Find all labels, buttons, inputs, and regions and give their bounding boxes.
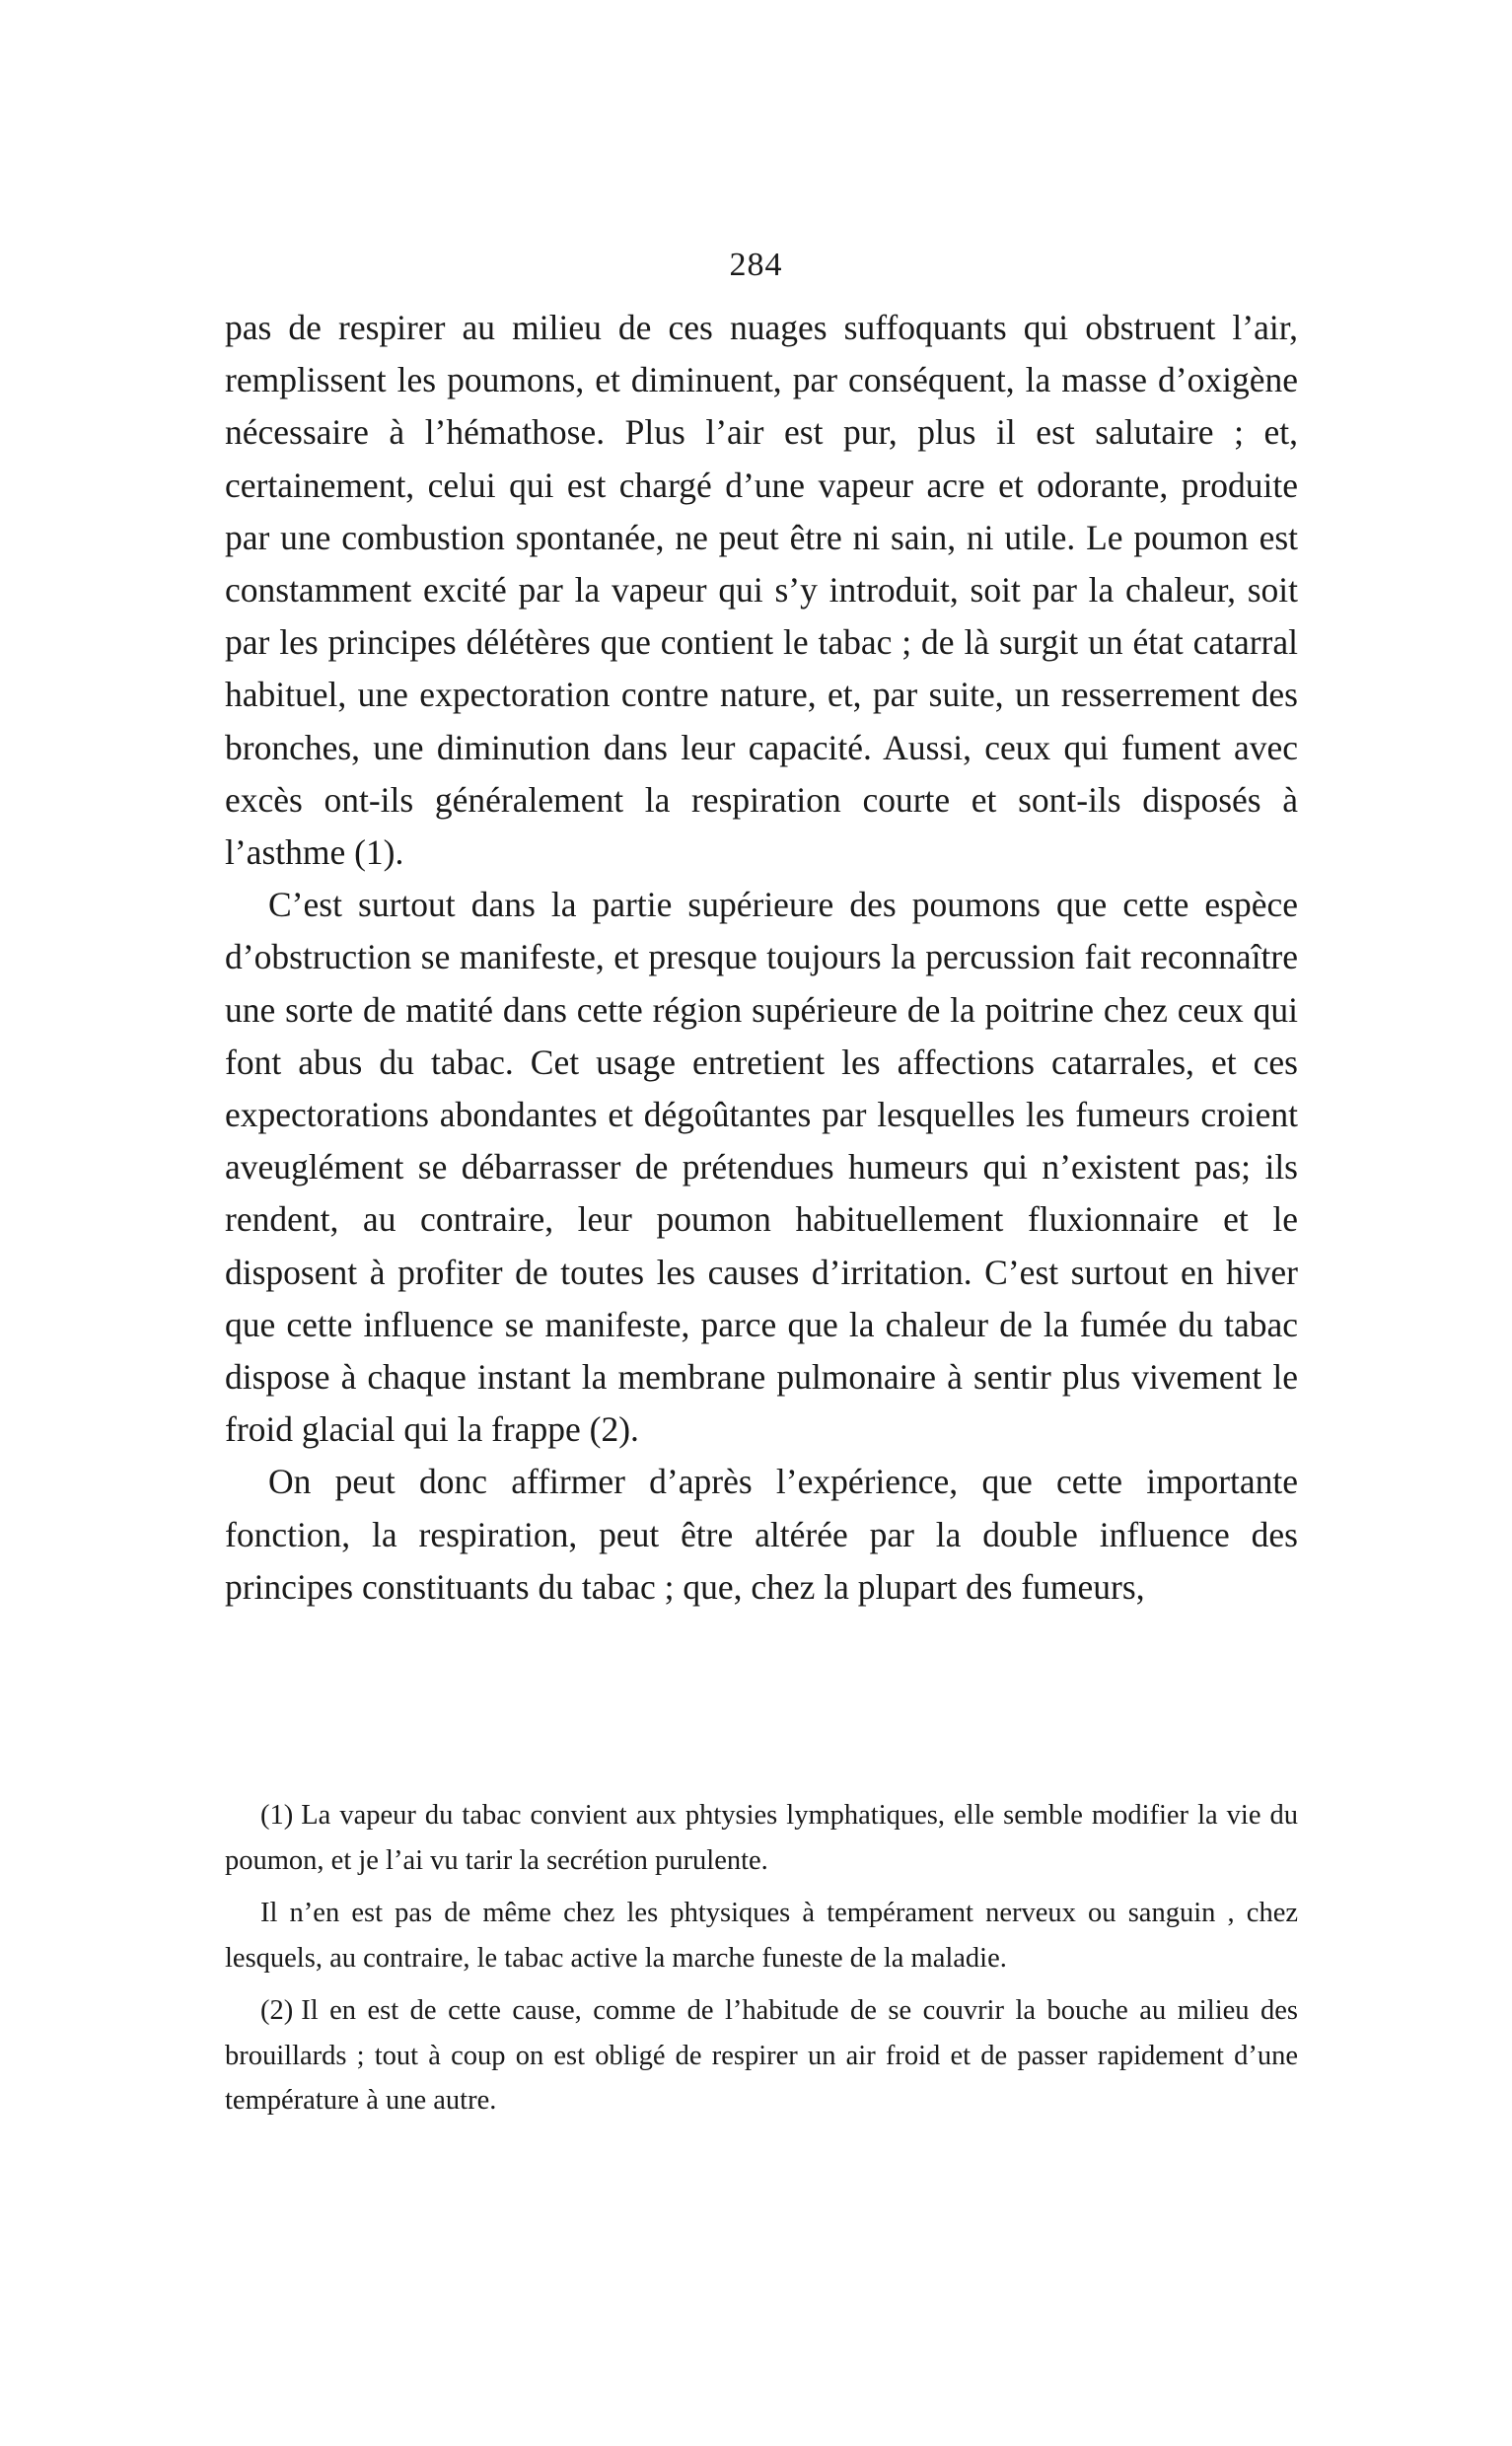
footnote-2 — [225, 1988, 1298, 2123]
footnote-1-continuation — [225, 1891, 1298, 1980]
footnotes — [225, 1793, 1298, 2131]
footnote-2-text: Il en est de cette cause, comme de l’habitude de se couvrir la bouche au milieu des brouillards ; tout à coup on est obligé de respirer un air froid et de passer rapidement d’une température à une autre. — [225, 1995, 1298, 2116]
paragraph-3: On peut donc affirmer d’après l’expérience, que cette importante fonction, la respiration, peut être altérée par la double influence des principes constituants du tabac ; que, chez la plupart des fumeurs, — [225, 1462, 1298, 1607]
paragraph-1: pas de respirer au milieu de ces nuages suffoquants qui obstruent l’air, remplissent les poumons, et diminuent, par conséquent, la masse d’oxigène nécessaire à l’hémathose. Plus l’air est pur, plus il est salutaire ; et, certainement, celui qui est chargé d’une vapeur acre et odorante, produite par une combustion spontanée, ne peut être ni sain, ni utile. Le poumon est constamment excité par la vapeur qui s’y introduit, soit par la chaleur, soit par les principes délétères que contient le tabac ; de là surgit un état catarral habituel, une expectoration contre nature, et, par suite, un resserrement des bronches, une diminution dans leur capacité. Aussi, ceux qui fument avec excès ont-ils généralement la respiration courte et sont-ils disposés à l’asthme (1). — [225, 308, 1298, 873]
footnote-1-text: La vapeur du tabac convient aux phtysies lymphatiques, elle semble modifier la vie du poumon, et je l’ai vu tarir la secrétion purulente. — [225, 1800, 1298, 1876]
footnote-1-label: (1) — [260, 1800, 294, 1831]
paragraph-2: C’est surtout dans la partie supérieure des poumons que cette espèce d’obstruction se manifeste, et presque toujours la percussion fait reconnaître une sorte de matité dans cette région supérieure de la poitrine chez ceux qui font abus du tabac. Cet usage entretient les affections catarrales, et ces expectorations abondantes et dégoûtantes par lesquelles les fumeurs croient aveuglément se débarrasser de prétendues humeurs qui n’existent pas; ils rendent, au contraire, leur poumon habituellement fluxionnaire et le disposent à profiter de toutes les causes d’irritation. C’est surtout en hiver que cette influence se manifeste, parce que la chaleur de la fumée du tabac dispose à chaque instant la membrane pulmonaire à sentir plus vivement le froid glacial qui la frappe (2). — [225, 885, 1298, 1450]
footnote-2-label: (2) — [260, 1995, 294, 2026]
page-number: 284 — [729, 247, 783, 283]
main-text — [225, 302, 1298, 1614]
footnote-1 — [225, 1793, 1298, 1883]
footnote-1-continuation-text: Il n’en est pas de même chez les phtysiques à tempérament nerveux ou sanguin , chez lesquels, au contraire, le tabac active la marche funeste de la maladie. — [225, 1898, 1298, 1974]
